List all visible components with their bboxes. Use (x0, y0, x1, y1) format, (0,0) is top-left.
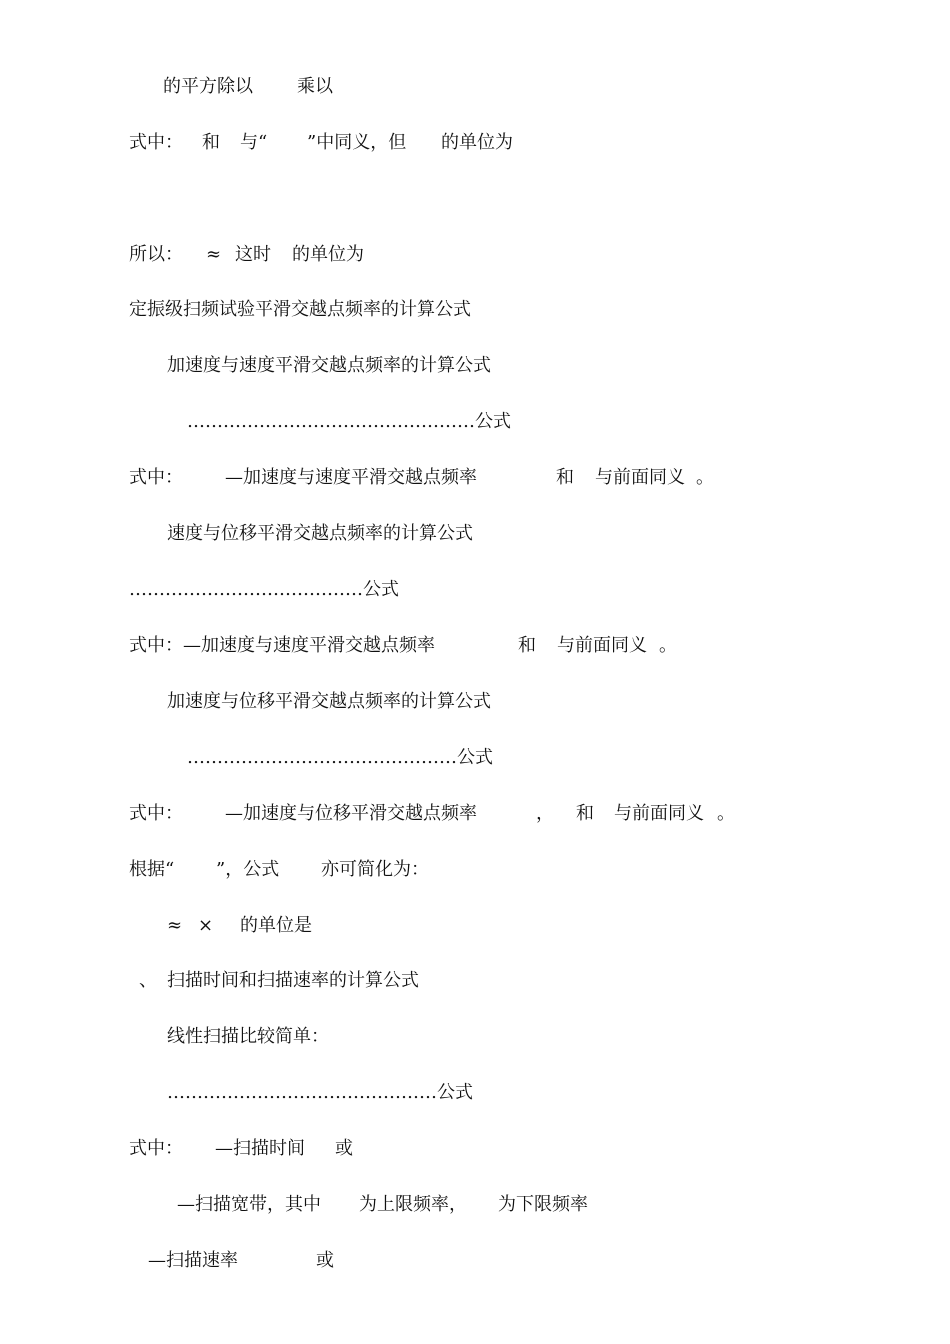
section-heading: 定振级扫频试验平滑交越点频率的计算公式 (129, 299, 471, 320)
text-line-3 (0, 244, 364, 266)
text-fragment: —扫描时间 (215, 1138, 305, 1159)
text-fragment: 与前面同义 (557, 635, 647, 656)
text-fragment: 的单位是 (240, 915, 312, 936)
formula-line (0, 579, 399, 601)
text-fragment: 和 (576, 803, 594, 824)
text-fragment: —加速度与位移平滑交越点频率 (225, 803, 477, 824)
text-fragment: 的单位为 (292, 244, 364, 265)
text-fragment: 式中：—加速度与速度平滑交越点频率 (129, 635, 435, 656)
text-fragment: 和 (202, 132, 220, 153)
approx-symbol: ≈ (167, 915, 183, 936)
text-fragment: 。 (717, 803, 735, 824)
formula-leader: …………………………………………公式 (187, 411, 511, 432)
text-fragment: 为下限频率 (498, 1194, 588, 1215)
text-fragment: ”，公式 (216, 859, 280, 880)
text-line-2 (0, 132, 513, 154)
formula-leader: ………………………………………公式 (187, 747, 493, 768)
times-symbol: × (198, 915, 214, 936)
text-fragment: 根据“ (129, 859, 175, 880)
subsection-heading: 加速度与速度平滑交越点频率的计算公式 (167, 355, 491, 376)
section-heading: 扫描时间和扫描速率的计算公式 (167, 970, 419, 991)
formula-line (0, 411, 511, 433)
text-line-19 (0, 1138, 353, 1160)
text-line-7 (0, 467, 714, 489)
text-line-10 (0, 635, 677, 657)
text-fragment: 式中： (129, 132, 183, 153)
text-fragment: 的单位为 (441, 132, 513, 153)
text-fragment: —扫描宽带，其中 (177, 1194, 321, 1215)
text-fragment: 乘以 (297, 76, 333, 97)
text-fragment: 与“ (240, 132, 268, 153)
text-fragment: 式中： (129, 1138, 183, 1159)
subsection-heading: 加速度与位移平滑交越点频率的计算公式 (167, 691, 491, 712)
text-line-20 (0, 1194, 588, 1216)
list-separator: 、 (139, 970, 157, 991)
text-fragment: 或 (316, 1250, 334, 1271)
text-fragment: 。 (696, 467, 714, 488)
text-fragment: 所以： (129, 244, 183, 265)
subheading-line (0, 355, 491, 377)
text-fragment: 式中： (129, 803, 183, 824)
text-line-21 (0, 1250, 334, 1272)
text-fragment: —扫描速率 (148, 1250, 238, 1271)
formula-leader: …………………………………公式 (129, 579, 399, 600)
text-line-13 (0, 803, 735, 825)
text-line-1 (0, 76, 333, 98)
heading-line (0, 299, 471, 321)
approx-symbol: ≈ (206, 244, 222, 265)
subsection-heading: 速度与位移平滑交越点频率的计算公式 (167, 523, 473, 544)
text-fragment: 和 (518, 635, 536, 656)
text-fragment: 这时 (235, 244, 271, 265)
section-line (0, 970, 419, 992)
subheading-line (0, 523, 473, 545)
text-line-17 (0, 1026, 329, 1048)
text-fragment: 和 (556, 467, 574, 488)
text-fragment: 为上限频率， (359, 1194, 467, 1215)
text-fragment: —加速度与速度平滑交越点频率 (225, 467, 477, 488)
text-fragment: 。 (659, 635, 677, 656)
text-line-15 (0, 915, 312, 937)
text-fragment: 或 (335, 1138, 353, 1159)
text-fragment: 与前面同义 (595, 467, 685, 488)
text-line-14 (0, 859, 429, 881)
formula-line (0, 1082, 473, 1104)
text-fragment: 与前面同义 (614, 803, 704, 824)
text-fragment: ”中同义，但 (307, 132, 407, 153)
text-fragment: 式中： (129, 467, 183, 488)
text-fragment: ， (536, 803, 554, 824)
subheading-line (0, 691, 491, 713)
text-fragment: 亦可简化为： (321, 859, 429, 880)
formula-line (0, 747, 493, 769)
text-fragment: 的平方除以 (163, 76, 253, 97)
text-fragment: 线性扫描比较简单： (167, 1026, 329, 1047)
formula-leader: ………………………………………公式 (167, 1082, 473, 1103)
